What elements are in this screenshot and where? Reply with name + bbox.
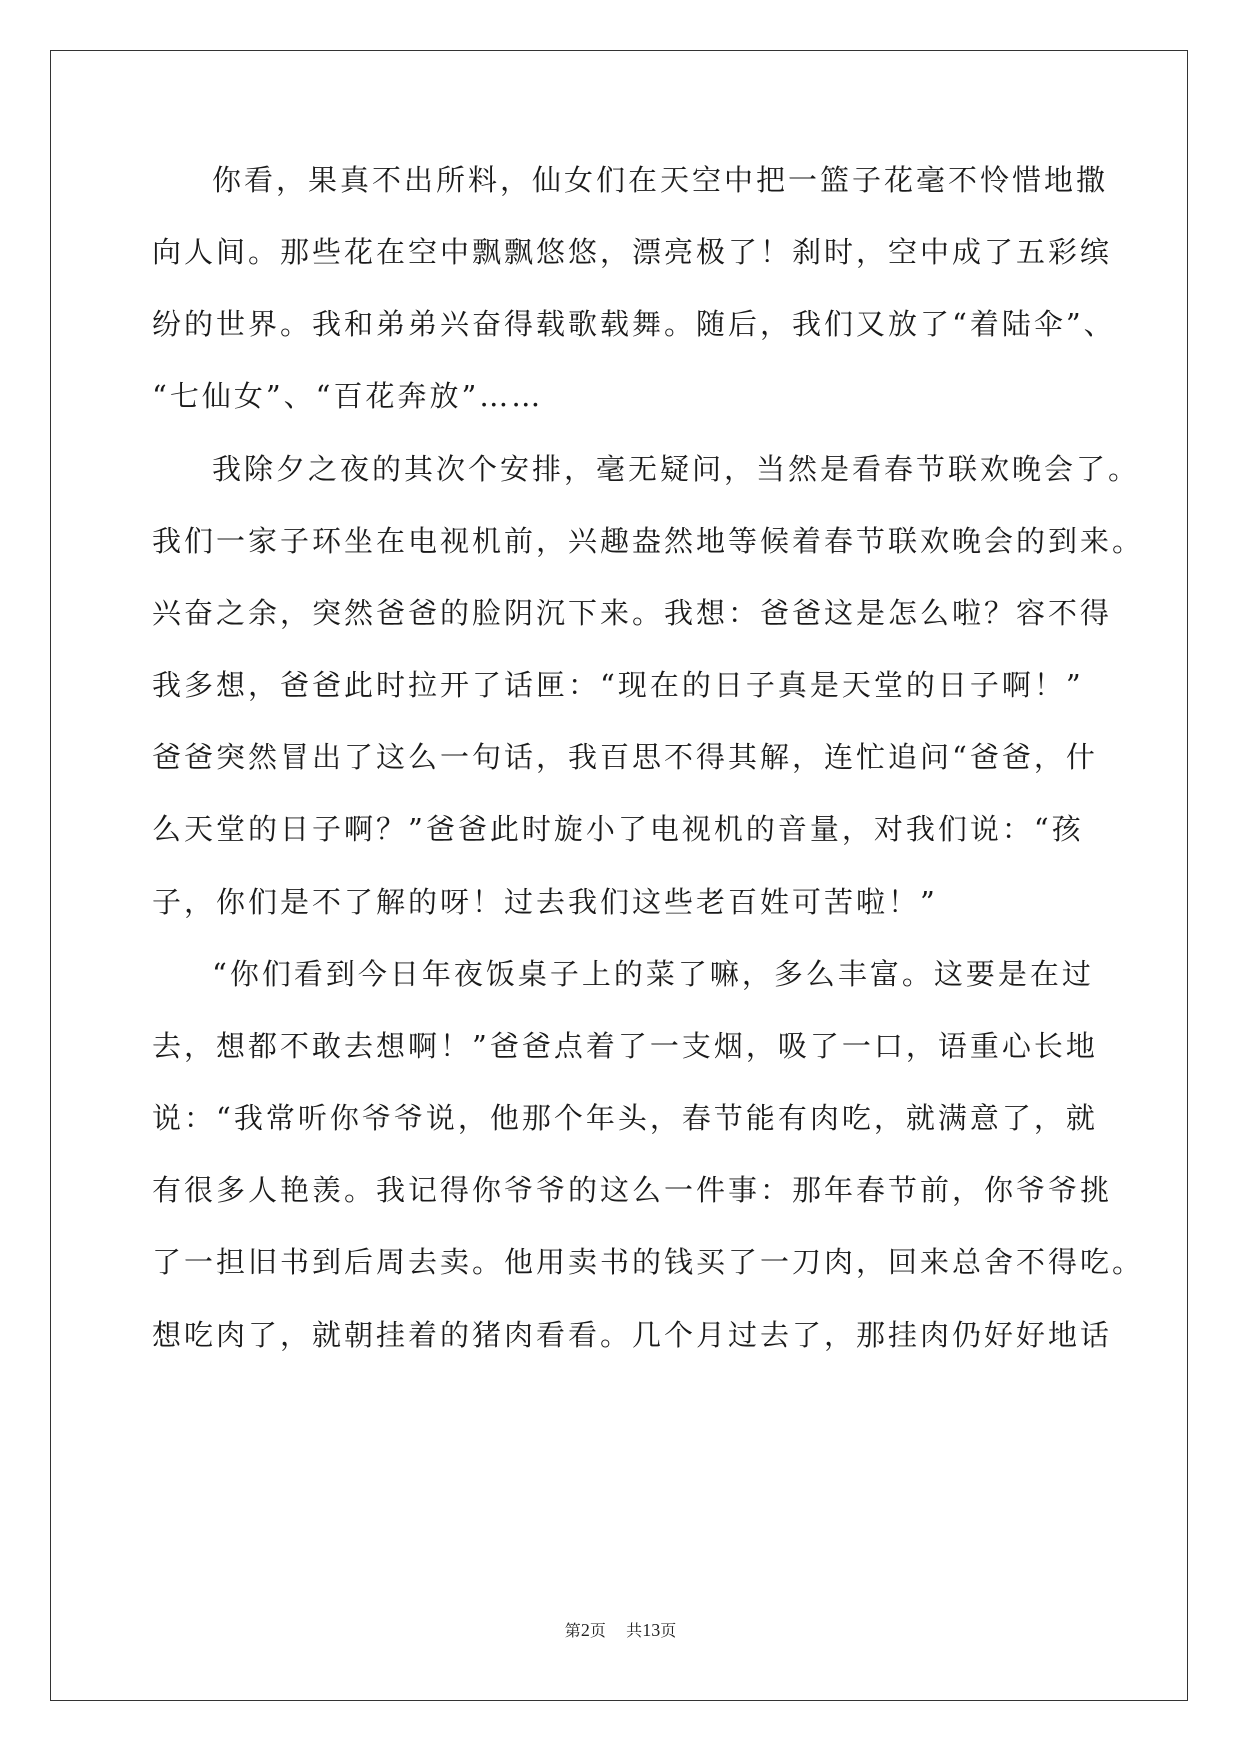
text-line: 你看，果真不出所料，仙女们在天空中把一篮子花毫不怜惜地撒 [212, 163, 1109, 197]
footer-total-prefix: 共 [626, 1621, 643, 1640]
text-line: 兴奋之余，突然爸爸的脸阴沉下来。我想：爸爸这是怎么啦？容不得 [152, 596, 1113, 630]
page-footer [0, 1620, 1241, 1641]
text-line: 子，你们是不了解的呀！过去我们这些老百姓可苦啦！” [152, 885, 938, 919]
text-line: 了一担旧书到后周去卖。他用卖书的钱买了一刀肉，回来总舍不得吃。 [152, 1245, 1145, 1279]
text-line: “七仙女”、“百花奔放”…… [152, 379, 544, 413]
text-line: 有很多人艳羡。我记得你爷爷的这么一件事：那年春节前，你爷爷挑 [152, 1173, 1113, 1207]
text-line: 么天堂的日子啊？”爸爸此时旋小了电视机的音量，对我们说：“孩 [152, 812, 1084, 846]
text-line: 向人间。那些花在空中飘飘悠悠，漂亮极了！刹时，空中成了五彩缤 [152, 235, 1113, 269]
text-line: 想吃肉了，就朝挂着的猪肉看看。几个月过去了，那挂肉仍好好地话 [152, 1318, 1113, 1352]
total-pages-number: 13 [642, 1620, 661, 1640]
footer-prefix: 第 [564, 1621, 581, 1640]
text-line: 我除夕之夜的其次个安排，毫无疑问，当然是看春节联欢晚会了。 [212, 452, 1141, 486]
text-line: “你们看到今日年夜饭桌子上的菜了嘛，多么丰富。这要是在过 [212, 957, 1094, 991]
text-line: 去，想都不敢去想啊！”爸爸点着了一支烟，吸了一口，语重心长地 [152, 1029, 1098, 1063]
text-line: 爸爸突然冒出了这么一句话，我百思不得其解，连忙追问“爸爸，什 [152, 740, 1098, 774]
footer-total-suffix: 页 [660, 1621, 677, 1640]
footer-page-word: 页 [589, 1621, 606, 1640]
page-border [50, 50, 1188, 1701]
text-line: 我多想，爸爸此时拉开了话匣：“现在的日子真是天堂的日子啊！” [152, 668, 1084, 702]
current-page-number: 2 [580, 1620, 590, 1640]
text-line: 纷的世界。我和弟弟兴奋得载歌载舞。随后，我们又放了“着陆伞”、 [152, 307, 1116, 341]
text-line: 我们一家子环坐在电视机前，兴趣盎然地等候着春节联欢晚会的到来。 [152, 524, 1145, 558]
text-line: 说：“我常听你爷爷说，他那个年头，春节能有肉吃，就满意了，就 [152, 1101, 1098, 1135]
